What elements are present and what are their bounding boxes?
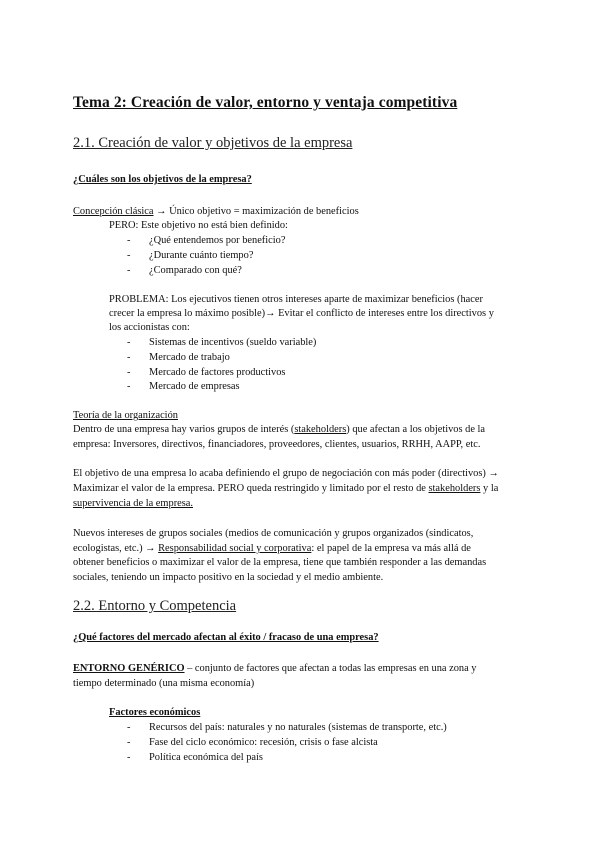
nuevos-intereses-line: sociales, teniendo un impacto positivo en la sociedad y el medio ambiente. [73, 572, 384, 583]
dash-bullet: - [127, 752, 131, 763]
list-item: - ¿Comparado con qué? [127, 265, 242, 276]
entorno-line: tiempo determinado (una misma economía) [73, 678, 255, 689]
objectives-question: ¿Cuáles son los objetivos de la empresa? [73, 174, 252, 185]
list-item: - ¿Durante cuánto tiempo? [127, 250, 254, 261]
entorno-label: ENTORNO GENÉRICO [73, 663, 185, 674]
stakeholders-term: stakeholders [294, 424, 347, 435]
list-item: - Recursos del país: naturales y no naturales (sistemas de transporte, etc.) [127, 722, 447, 733]
problema-line: crecer la empresa lo máximo posible)→ Evitar el conflicto de intereses entre los directivos y [109, 308, 494, 319]
problema-line: los accionistas con: [109, 322, 190, 333]
concepcion-label: Concepción clásica [73, 206, 154, 217]
list-item: - Sistemas de incentivos (sueldo variable) [127, 337, 317, 348]
dash-bullet: - [127, 250, 131, 261]
list-item: - Mercado de trabajo [127, 352, 230, 363]
dash-bullet: - [127, 265, 131, 276]
nuevos-intereses-line: ecologistas, etc.) → Responsabilidad social y corporativa: el papel de la empresa va más allá de [73, 543, 471, 554]
teoria-label: Teoría de la organización [73, 410, 178, 421]
teoria-line: Dentro de una empresa hay varios grupos de interés (stakeholders) que afectan a los objetivos de la [73, 424, 486, 435]
factores-label: Factores económicos [109, 707, 201, 718]
dash-bullet: - [127, 737, 131, 748]
rsc-term: Responsabilidad social y corporativa [158, 543, 312, 554]
list-item: - Mercado de empresas [127, 381, 240, 392]
pero-line: PERO: Este objetivo no está bien definido: [109, 220, 288, 231]
factors-question: ¿Qué factores del mercado afectan al éxito / fracaso de una empresa? [73, 632, 379, 643]
concepcion-clasica-line [73, 204, 359, 219]
dash-bullet: - [127, 367, 131, 378]
list-item: - Política económica del país [127, 752, 263, 763]
dash-bullet: - [127, 235, 131, 246]
problema-line: PROBLEMA: Los ejecutivos tienen otros intereses aparte de maximizar beneficios (hacer [109, 294, 483, 305]
nuevos-intereses-line: Nuevos intereses de grupos sociales (medios de comunicación y grupos organizados (sindicatos, [73, 528, 474, 539]
entorno-line: ENTORNO GENÉRICO – conjunto de factores que afectan a todas las empresas en una zona y [73, 663, 477, 674]
section-heading-2-2: 2.2. Entorno y Competencia [73, 598, 237, 614]
dash-bullet: - [127, 337, 131, 348]
section-heading-2-1: 2.1. Creación de valor y objetivos de la empresa [73, 135, 353, 151]
objetivo-line: El objetivo de una empresa lo acaba definiendo el grupo de negociación con más poder (directivos) → [73, 468, 499, 479]
list-item: - Mercado de factores productivos [127, 367, 286, 378]
page-title: Tema 2: Creación de valor, entorno y ventaja competitiva [73, 94, 458, 111]
nuevos-intereses-line: obtener beneficios o maximizar el valor de la empresa, tiene que también responder a las demandas [73, 557, 487, 568]
objetivo-line: Maximizar el valor de la empresa. PERO queda restringido y limitado por el resto de stakeholders y la [73, 483, 499, 494]
concepcion-text: → Único objetivo = maximización de beneficios [153, 206, 359, 217]
dash-bullet: - [127, 381, 131, 392]
teoria-line: empresa: Inversores, directivos, financiadores, proveedores, clientes, usuarios, RRHH, AAPP, etc. [73, 439, 481, 450]
stakeholders-term: stakeholders [428, 483, 481, 494]
dash-bullet: - [127, 722, 131, 733]
list-item: - ¿Qué entendemos por beneficio? [127, 235, 286, 246]
objetivo-line: supervivencia de la empresa. [73, 498, 194, 509]
list-item: - Fase del ciclo económico: recesión, crisis o fase alcista [127, 737, 378, 748]
dash-bullet: - [127, 352, 131, 363]
